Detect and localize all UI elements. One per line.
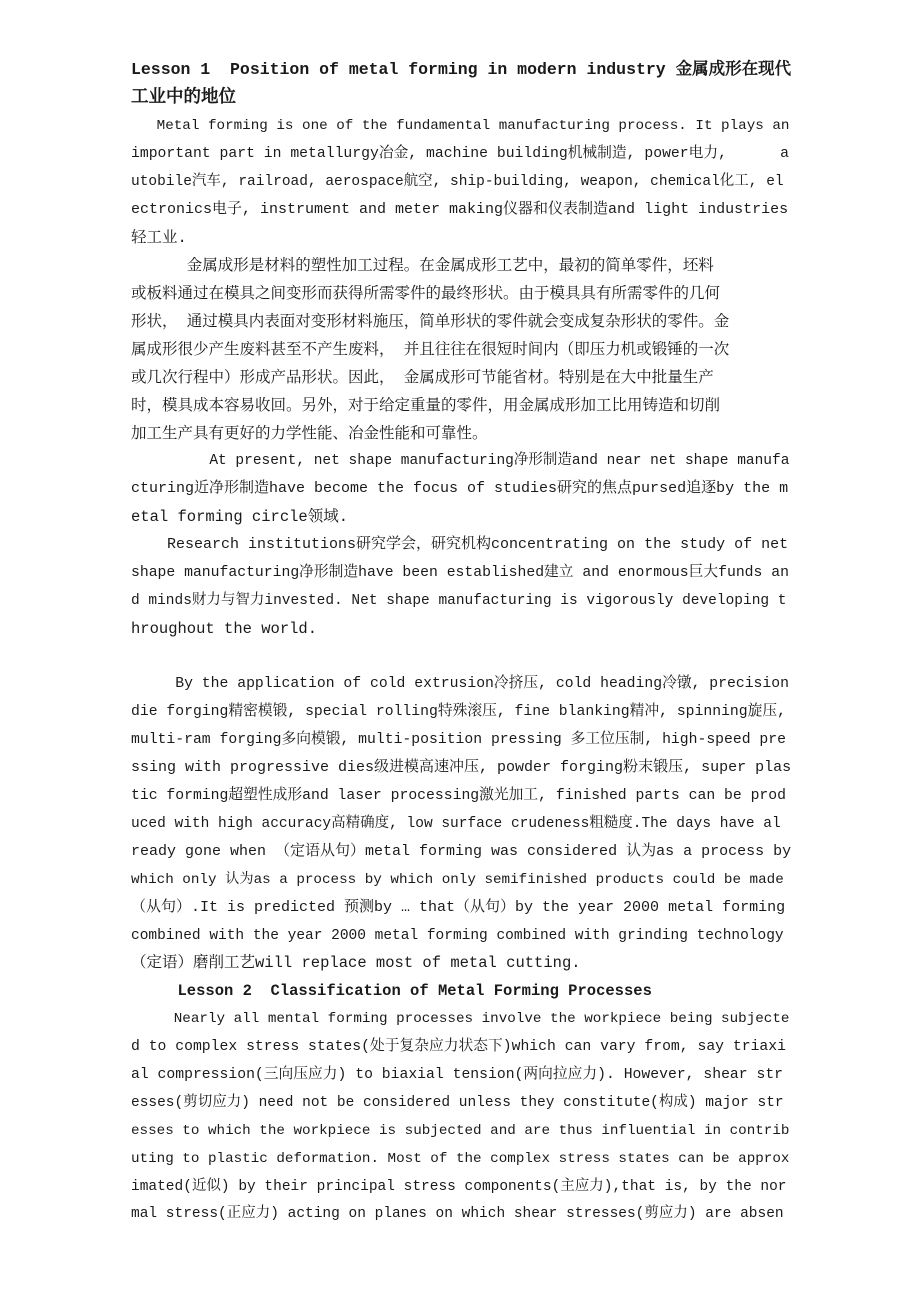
lesson1-p2-line-1: 金属成形是材料的塑性加工过程。在金属成形工艺中，最初的简单零件，坯料 <box>131 257 714 275</box>
lesson2-p1-line-8: mal stress(正应力) acting on planes on which shear stresses(剪应力) are absen <box>131 1206 784 1222</box>
lesson1-p5-line-10: combined with the year 2000 metal forming combined with grinding technology <box>131 928 784 944</box>
lesson1-p5-line-5: tic forming超塑性成形and laser processing激光加工, finished parts can be prod <box>131 788 786 804</box>
lesson2-p1-line-4: esses(剪切应力) need not be considered unless they constitute(构成) major str <box>131 1095 784 1111</box>
lesson1-p3-line-3: etal forming circle领域. <box>131 508 349 526</box>
lesson2-p1-line-7: imated(近似) by their principal stress components(主应力),that is, by the nor <box>131 1179 787 1195</box>
lesson1-p4-line-1: Research institutions研究学会，研究机构concentrating on the study of net <box>131 536 789 553</box>
lesson2-p1-line-1: Nearly all mental forming processes involve the workpiece being subjecte <box>131 1011 790 1027</box>
lesson2-p1-line-3: al compression(三向压应力) to biaxial tension(两向拉应力). However, shear str <box>131 1067 784 1083</box>
lesson1-p5-line-6: uced with high accuracy高精确度, low surface crudeness粗糙度.The days have al <box>131 816 781 832</box>
lesson1-p2-line-3: 形状， 通过模具内表面对变形材料施压，简单形状的零件就会变成复杂形状的零件。金 <box>131 313 730 331</box>
lesson1-p3-line-2: cturing近净形制造have become the focus of studies研究的焦点pursed追逐by the m <box>131 480 789 497</box>
lesson2-p1-line-5: esses to which the workpiece is subjected and are thus influential in contrib <box>131 1123 790 1139</box>
lesson1-p5-line-1: By the application of cold extrusion冷挤压, cold heading冷镦, precision <box>131 676 789 692</box>
lesson1-p5-line-3: multi-ram forging多向模锻, multi-position pressing 多工位压制, high-speed pre <box>131 732 786 748</box>
lesson1-p3-line-1: At present, net shape manufacturing净形制造and near net shape manufa <box>131 453 790 469</box>
lesson1-p5-line-9: （从句）.It is predicted 预测by … that（从句）by the year 2000 metal forming <box>131 899 786 916</box>
lesson2-p1-line-6: uting to plastic deformation. Most of the complex stress states can be approx <box>131 1151 790 1167</box>
lesson1-p1-line-3: utobile汽车, railroad, aerospace航空, ship-building, weapon, chemical化工, el <box>131 174 784 190</box>
lesson1-title-line-1: Lesson 1 Position of metal forming in modern industry 金属成形在现代 <box>131 60 792 79</box>
lesson1-p2-line-2: 或板料通过在模具之间变形而获得所需零件的最终形状。由于模具具有所需零件的几何 <box>131 285 721 303</box>
lesson1-p2-line-5: 或几次行程中）形成产品形状。因此， 金属成形可节能省材。特别是在大中批量生产 <box>131 369 714 387</box>
lesson1-p5-line-4: ssing with progressive dies级进模高速冲压, powder forging粉末锻压, super plas <box>131 759 792 776</box>
lesson2-title: Lesson 2 Classification of Metal Forming Processes <box>131 982 652 1000</box>
lesson1-p1-line-1: Metal forming is one of the fundamental manufacturing process. It plays an <box>131 118 790 134</box>
lesson1-p4-line-3: d minds财力与智力invested. Net shape manufacturing is vigorously developing t <box>131 593 787 609</box>
lesson1-p2-line-6: 时，模具成本容易收回。另外，对于给定重量的零件，用金属成形加工比用铸造和切削 <box>131 397 721 415</box>
lesson2-p1-line-2: d to complex stress states(处于复杂应力状态下)which can vary from, say triaxi <box>131 1039 786 1055</box>
lesson1-p1-line-2: important part in metallurgy冶金, machine building机械制造, power电力, a <box>131 146 789 162</box>
lesson1-p4-line-2: shape manufacturing净形制造have been established建立 and enormous巨大funds an <box>131 565 789 581</box>
lesson1-title-line-2: 工业中的地位 <box>131 88 236 108</box>
lesson1-p1-line-4: ectronics电子, instrument and meter making仪器和仪表制造and light industries <box>131 201 789 218</box>
lesson1-p5-line-11: （定语）磨削工艺will replace most of metal cutting. <box>131 954 581 972</box>
lesson1-p5-line-2: die forging精密模锻, special rolling特殊滚压, fine blanking精冲, spinning旋压, <box>131 704 786 720</box>
lesson1-p4-line-4: hroughout the world. <box>131 620 318 638</box>
lesson1-p2-line-7: 加工生产具有更好的力学性能、冶金性能和可靠性。 <box>131 425 488 443</box>
lesson1-p5-line-8: which only 认为as a process by which only semifinished products could be made <box>131 872 784 888</box>
lesson1-p2-line-4: 属成形很少产生废料甚至不产生废料， 并且往往在很短时间内（即压力机或锻锤的一次 <box>131 341 730 359</box>
lesson1-p1-line-5: 轻工业. <box>131 229 187 247</box>
lesson1-p5-line-7: ready gone when （定语从句）metal forming was considered 认为as a process by <box>131 843 792 860</box>
